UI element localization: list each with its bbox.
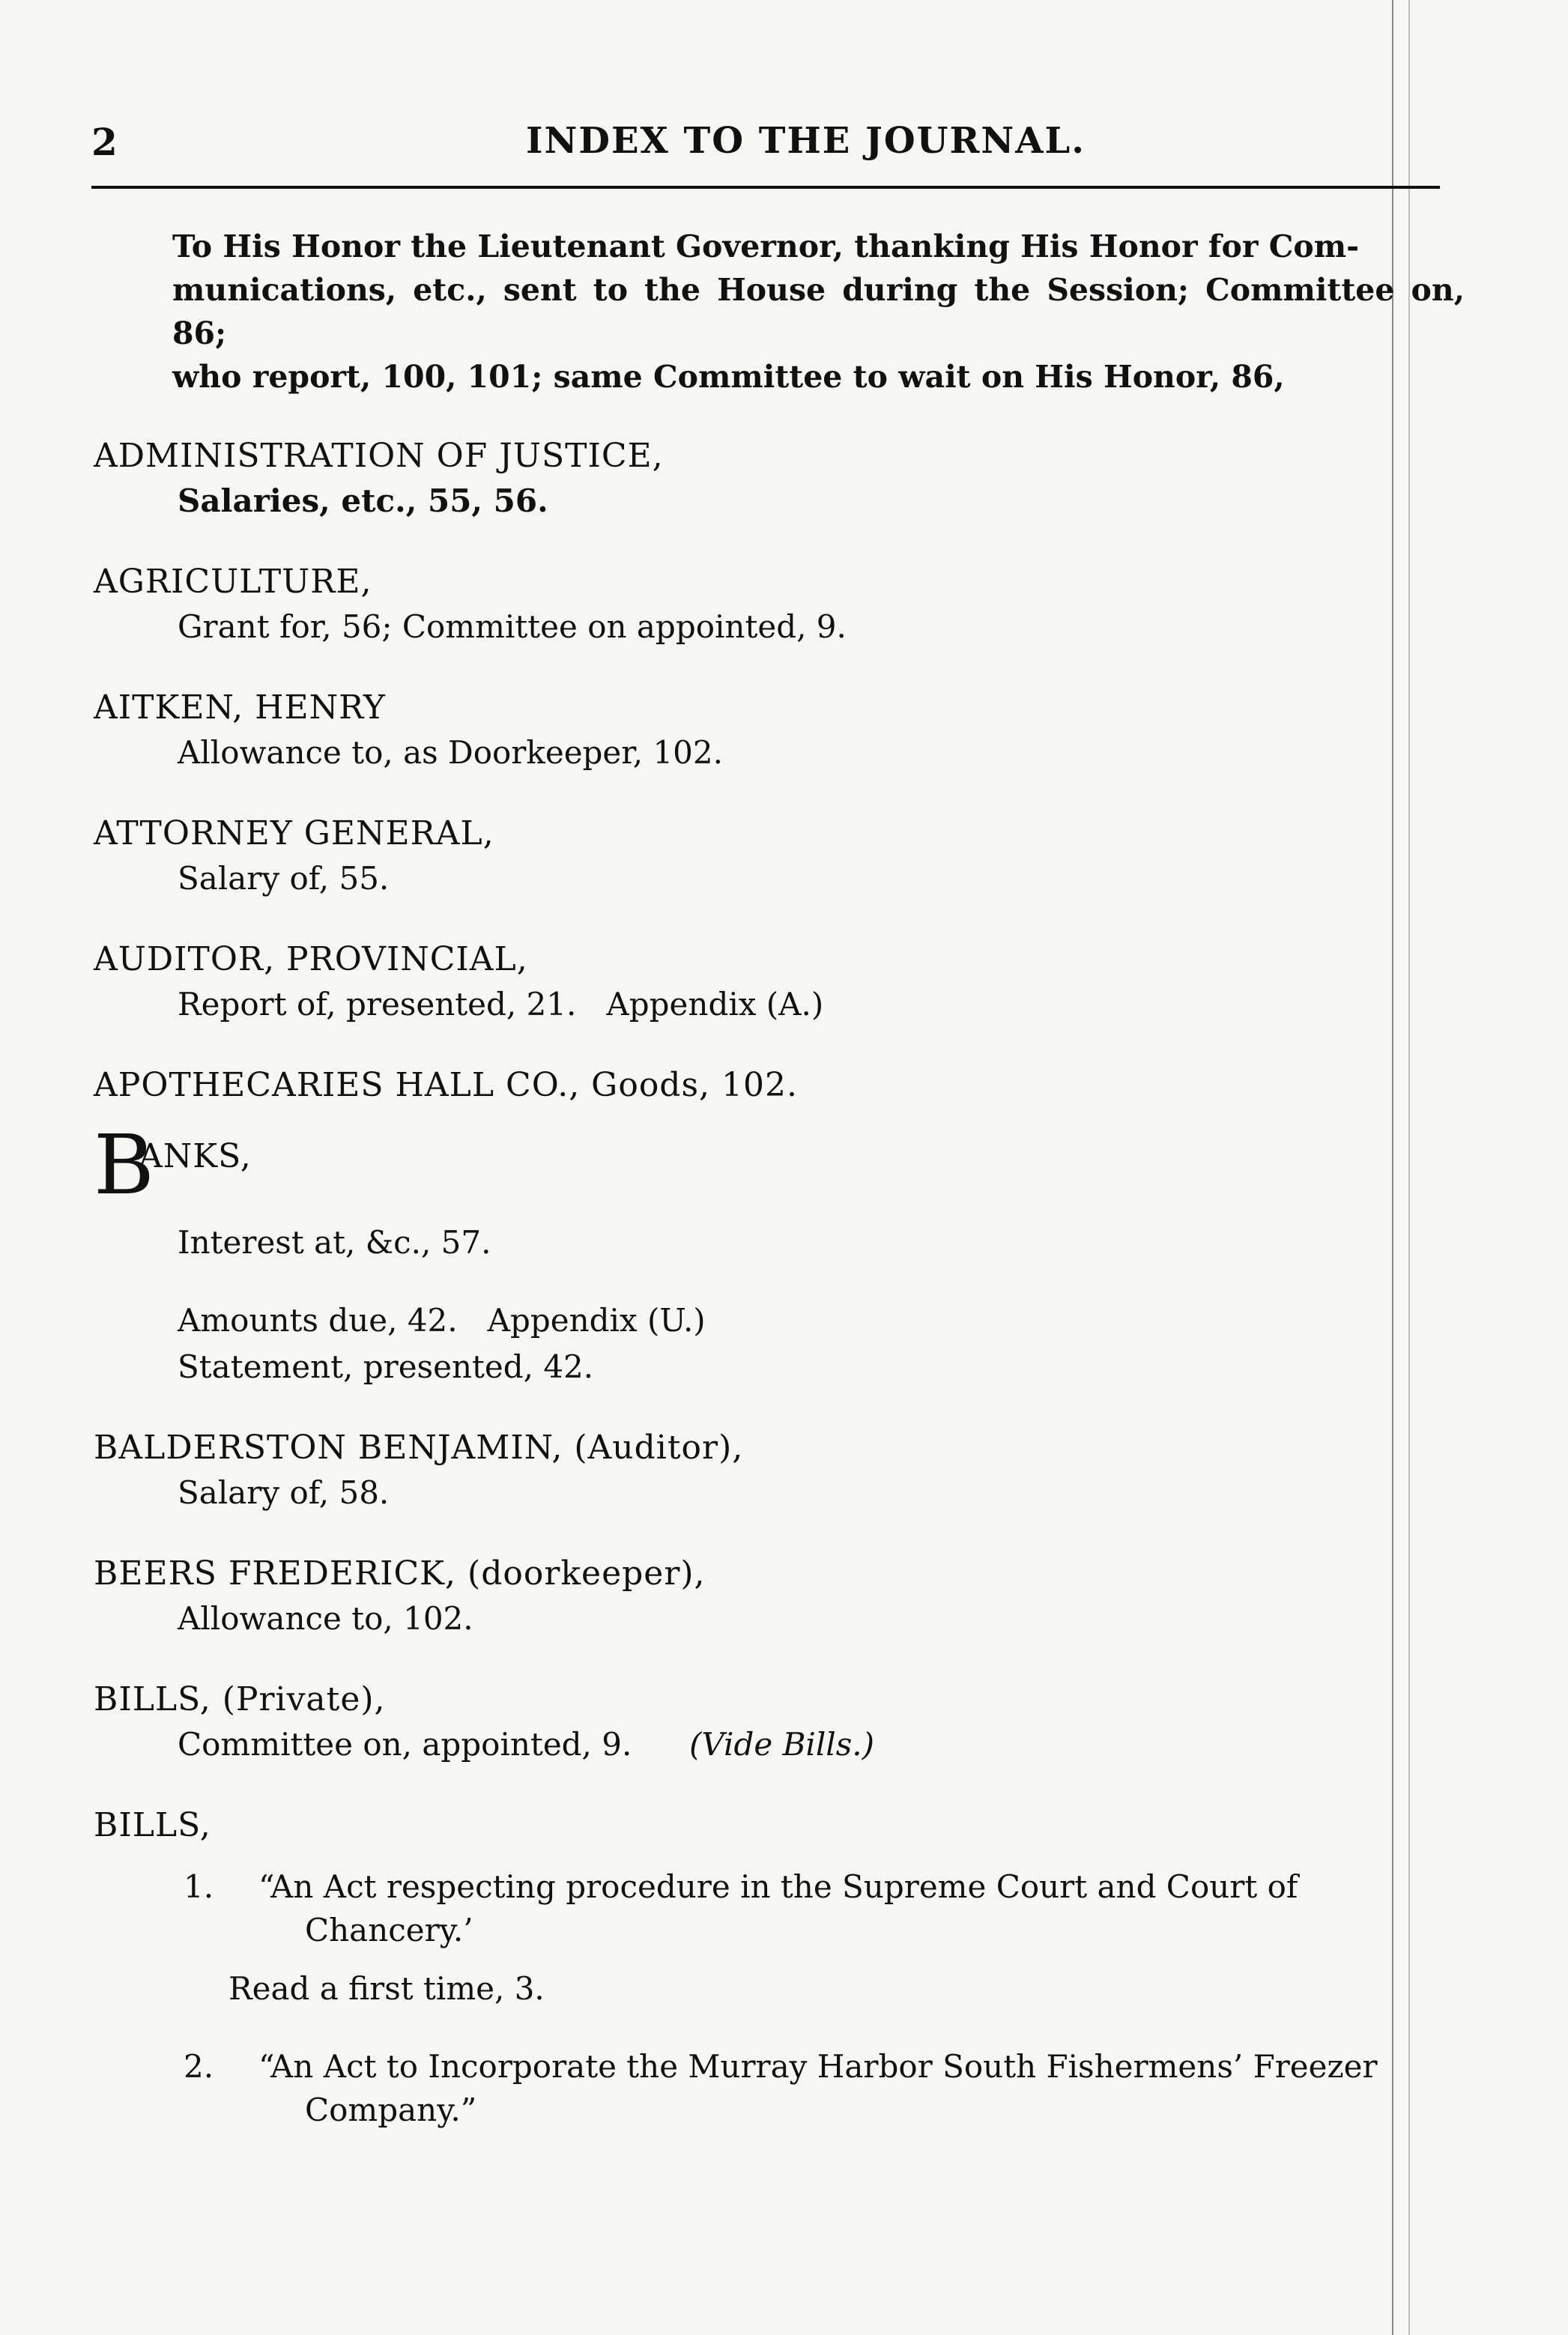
bill-number: 2. xyxy=(184,2048,214,2085)
bill-item xyxy=(94,1865,1465,1952)
drop-cap: B xyxy=(94,1117,154,1213)
entry-subline: Interest at, &c., 57. xyxy=(178,1224,491,1261)
index-entry xyxy=(94,560,1465,650)
index-entry xyxy=(94,1064,1465,1107)
header-rule xyxy=(91,186,1440,189)
entry-subline xyxy=(178,1721,1465,1768)
page-header xyxy=(91,112,1440,172)
bill-title-line: Company.” xyxy=(305,2092,477,2128)
entry-subline: Allowance to, 102. xyxy=(178,1600,473,1637)
bill-title-line: “An Act respecting procedure in the Supreme Court and Court of xyxy=(258,1868,1298,1905)
entry-heading: ADMINISTRATION OF JUSTICE, xyxy=(94,437,664,475)
index-entry xyxy=(94,1804,1465,2132)
bill-title-line: Chancery.’ xyxy=(305,1912,473,1948)
entry-subline: Allowance to, as Doorkeeper, 102. xyxy=(178,734,723,771)
entry-heading: BALDERSTON BENJAMIN, (Auditor), xyxy=(94,1429,744,1467)
entry-subline: Salary of, 58. xyxy=(178,1474,390,1511)
bill-title xyxy=(258,1865,1465,1952)
bill-reading: Read a first time, 3. xyxy=(228,1970,545,2007)
entry-heading: BILLS, xyxy=(94,1806,211,1844)
entry-heading: BEERS FREDERICK, (doorkeeper), xyxy=(94,1554,706,1593)
entry-subline: Salaries, etc., 55, 56. xyxy=(178,482,548,519)
banks-heading xyxy=(94,1117,1465,1220)
index-entry xyxy=(94,1678,1465,1768)
index-entry xyxy=(94,938,1465,1028)
index-entry xyxy=(94,812,1465,902)
entry-subline: Amounts due, 42. Appendix (U.) xyxy=(178,1302,706,1339)
entry-subline-text: Committee on, appointed, 9. xyxy=(178,1726,632,1763)
intro-line: munications, etc., sent to the House during the Session; Committee on, 86; xyxy=(172,272,1465,351)
index-entry xyxy=(94,686,1465,776)
page-number: 2 xyxy=(91,120,118,164)
bill-title-line: “An Act to Incorporate the Murray Harbor South Fishermens’ Freezer xyxy=(258,2048,1378,2085)
bill-title xyxy=(258,2045,1465,2132)
entry-heading: ATTORNEY GENERAL, xyxy=(94,814,494,852)
entry-heading: BILLS, (Private), xyxy=(94,1680,386,1718)
intro-paragraph xyxy=(172,225,1465,399)
index-entry xyxy=(94,1426,1465,1516)
running-title: INDEX TO THE JOURNAL. xyxy=(526,120,1086,162)
entry-heading: AUDITOR, PROVINCIAL, xyxy=(94,940,528,978)
intro-line: To His Honor the Lieutenant Governor, thanking His Honor for Com- xyxy=(172,228,1360,264)
index-content xyxy=(94,225,1465,2132)
bill-number: 1. xyxy=(184,1868,214,1905)
entry-subline: Report of, presented, 21. Appendix (A.) xyxy=(178,986,824,1023)
entry-heading: AGRICULTURE, xyxy=(94,563,372,601)
entry-heading: APOTHECARIES HALL CO., Goods, 102. xyxy=(94,1066,798,1104)
index-entry xyxy=(94,1552,1465,1642)
entry-subline: Salary of, 55. xyxy=(178,860,390,897)
index-entry xyxy=(94,434,1465,524)
entry-subline: Grant for, 56; Committee on appointed, 9. xyxy=(178,608,847,645)
entry-heading: ANKS, xyxy=(139,1137,252,1175)
bill-item xyxy=(94,2045,1465,2132)
intro-line: who report, 100, 101; same Committee to wait on His Honor, 86, xyxy=(172,359,1285,395)
entry-heading: AITKEN, HENRY xyxy=(94,688,386,727)
entry-subline: Statement, presented, 42. xyxy=(178,1348,594,1385)
vide-reference: (Vide Bills.) xyxy=(689,1726,875,1763)
